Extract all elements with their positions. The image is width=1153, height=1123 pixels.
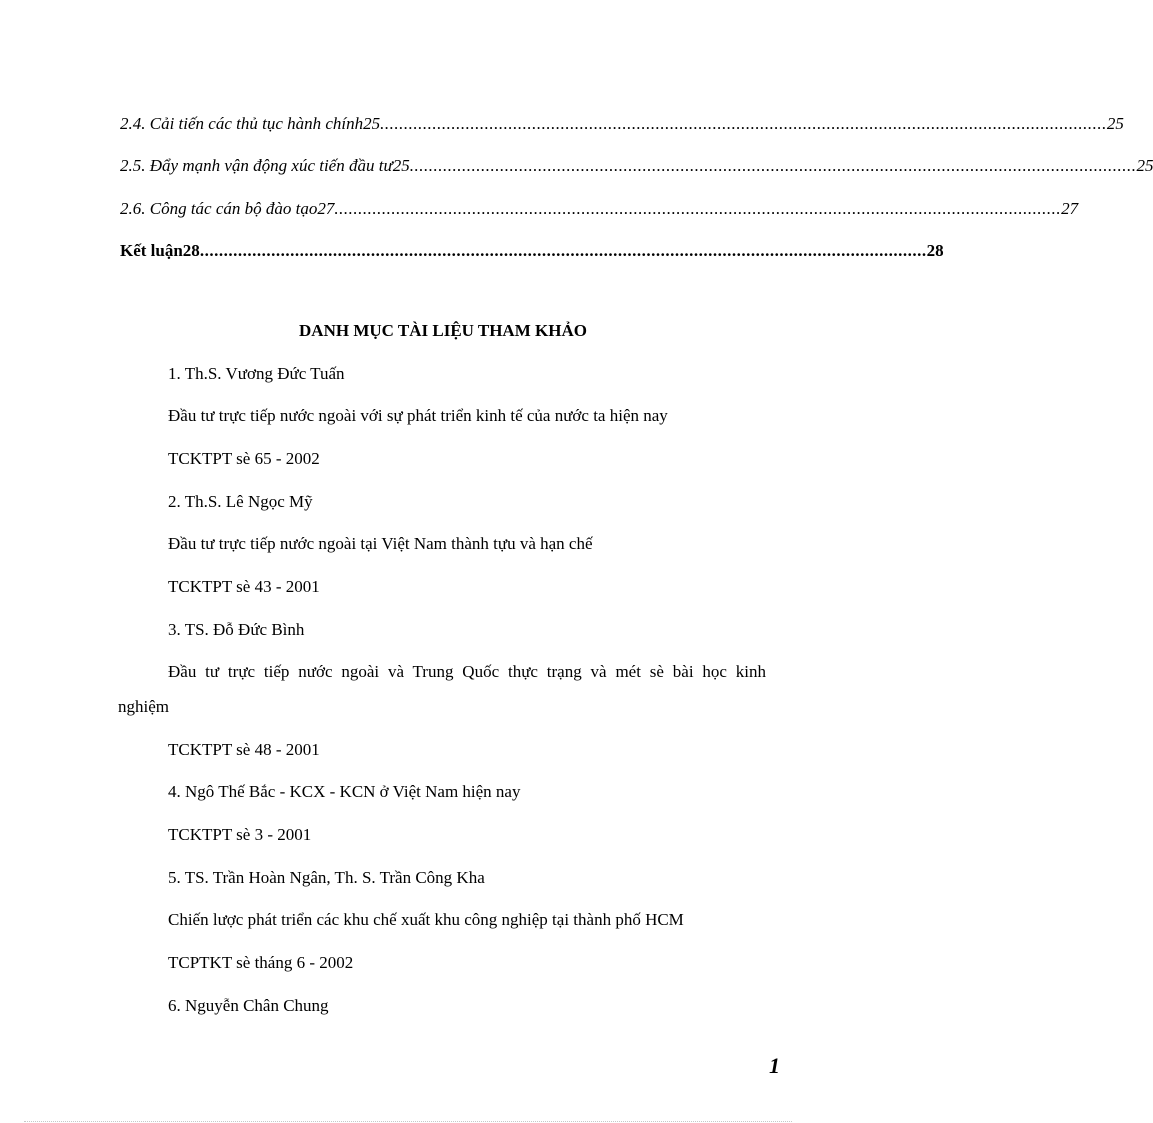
toc-leader-dots: ......................................................................................................................................................... (380, 114, 1107, 133)
reference-source: TCKTPT sè 65 - 2002 (168, 449, 320, 468)
footer-divider (24, 1121, 792, 1122)
page-number: 1 (769, 1053, 780, 1078)
toc-entry[interactable] (120, 153, 1153, 179)
toc-entry-page: 25 (1136, 156, 1153, 175)
reference-work: Đầu tư trực tiếp nước ngoài và Trung Quốc thực trạng và mét sè bài học kinh (168, 662, 766, 681)
toc-entry[interactable] (120, 238, 944, 264)
reference-source: TCKTPT sè 43 - 2001 (168, 577, 320, 596)
toc-entry-label: Kết luận28 (120, 241, 200, 260)
reference-work: Chiến lược phát triển các khu chế xuất khu công nghiệp tại thành phố HCM (168, 910, 684, 929)
toc-entry[interactable] (120, 196, 1079, 222)
reference-title: 6. Nguyễn Chân Chung (168, 996, 329, 1015)
reference-title: 5. TS. Trần Hoàn Ngân, Th. S. Trần Công Kha (168, 868, 485, 887)
reference-work: Đầu tư trực tiếp nước ngoài tại Việt Nam thành tựu và hạn chế (168, 534, 593, 553)
reference-source: TCKTPT sè 48 - 2001 (168, 740, 320, 759)
reference-source: TCPTKT sè tháng 6 - 2002 (168, 953, 354, 972)
reference-title: 1. Th.S. Vương Đức Tuấn (168, 364, 345, 383)
toc-entry-page: 25 (1106, 114, 1124, 133)
toc-leader-dots: ......................................................................................................................................................... (334, 199, 1062, 218)
references-heading: DANH MỤC TÀI LIỆU THAM KHẢO (299, 321, 587, 340)
reference-work: Đầu tư trực tiếp nước ngoài với sự phát triển kinh tế của nước ta hiện nay (168, 406, 668, 425)
reference-title: 2. Th.S. Lê Ngọc Mỹ (168, 492, 313, 511)
toc-entry-page: 27 (1061, 199, 1079, 218)
toc-entry-page: 28 (926, 241, 944, 260)
reference-work-continued: nghiệm (118, 697, 169, 716)
toc-entry-label: 2.5. Đẩy mạnh vận động xúc tiến đầu tư25 (120, 156, 410, 175)
reference-source: TCKTPT sè 3 - 2001 (168, 825, 312, 844)
toc-entry-label: 2.6. Công tác cán bộ đào tạo27 (120, 199, 335, 218)
toc-entry-label: 2.4. Cải tiến các thủ tục hành chính25 (120, 114, 381, 133)
toc-leader-dots: ......................................................................................................................................................... (409, 156, 1137, 175)
toc-leader-dots: ......................................................................................................................................................... (199, 241, 927, 260)
reference-title: 3. TS. Đỗ Đức Bình (168, 620, 305, 639)
reference-title: 4. Ngô Thế Bắc - KCX - KCN ở Việt Nam hiện nay (168, 782, 521, 801)
toc-entry[interactable] (120, 111, 1124, 137)
